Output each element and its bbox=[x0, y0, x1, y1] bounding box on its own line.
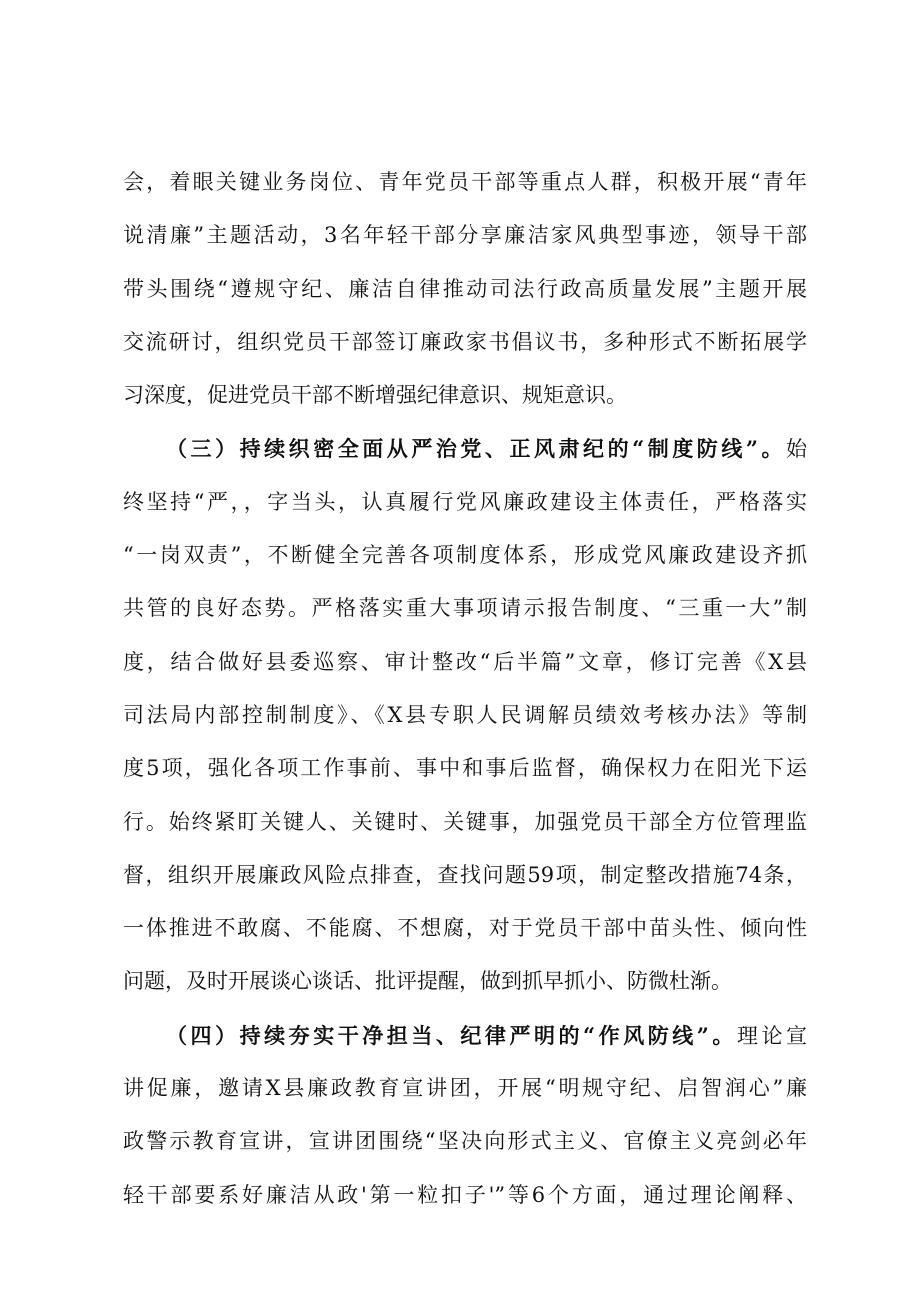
paragraph-line: 司法局内部控制制度》、《X县专职人民调解员绩效考核办法》等制 bbox=[123, 702, 807, 727]
paragraph-text: 始 bbox=[786, 437, 807, 462]
paragraph-line: 带头围绕“遵规守纪、廉洁自律推动司法行政高质量发展”主题开展 bbox=[123, 276, 807, 301]
section-heading-line bbox=[123, 1009, 807, 1062]
paragraph-line: 轻干部要系好廉洁从政'第一粒扣子'”等6个方面，通过理论阐释、 bbox=[123, 1182, 807, 1207]
section-heading-line bbox=[123, 422, 807, 475]
paragraph-line: 一体推进不敢腐、不能腐、不想腐，对于党员干部中苗头性、倾向性 bbox=[123, 916, 807, 941]
section-heading-3: （三）持续织密全面从严治党、正风肃纪的“制度防线”。 bbox=[166, 436, 786, 462]
section-heading-4: （四）持续夯实干净担当、纪律严明的“作风防线”。 bbox=[166, 1022, 737, 1048]
paragraph-line: 度，结合做好县委巡察、审计整改“后半篇”文章，修订完善《X县 bbox=[123, 649, 807, 674]
paragraph-line: 行。始终紧盯关键人、关键时、关键事，加强党员干部全方位管理监 bbox=[123, 809, 807, 834]
paragraph-line: “一岗双责”，不断健全完善各项制度体系，形成党风廉政建设齐抓 bbox=[123, 543, 807, 568]
paragraph-line: 终坚持“严，，字当头，认真履行党风廉政建设主体责任，严格落实 bbox=[123, 489, 807, 514]
paragraph-line: 共管的良好态势。严格落实重大事项请示报告制度、“三重一大”制 bbox=[123, 596, 807, 621]
paragraph-line: 交流研讨，组织党员干部签订廉政家书倡议书，多种形式不断拓展学 bbox=[123, 329, 807, 354]
paragraph-line: 说清廉”主题活动，3名年轻干部分享廉洁家风典型事迹，领导干部 bbox=[123, 223, 807, 248]
paragraph-text: 理论宣 bbox=[736, 1023, 808, 1048]
paragraph-line: 政警示教育宣讲，宣讲团围绕“坚决向形式主义、官僚主义亮剑必年 bbox=[123, 1129, 807, 1154]
paragraph-line: 度5项，强化各项工作事前、事中和事后监督，确保权力在阳光下运 bbox=[123, 756, 807, 781]
paragraph-line: 习深度，促进党员干部不断增强纪律意识、规矩意识。 bbox=[123, 383, 627, 408]
paragraph-line: 问题，及时开展谈心谈话、批评提醒，做到抓早抓小、防微杜渐。 bbox=[123, 969, 732, 994]
paragraph-line: 讲促廉，邀请X县廉政教育宣讲团，开展“明规守纪、启智润心”廉 bbox=[123, 1076, 807, 1101]
paragraph-line: 会，着眼关键业务岗位、青年党员干部等重点人群，积极开展“青年 bbox=[123, 170, 807, 194]
paragraph-line: 督，组织开展廉政风险点排查，查找问题59项，制定整改措施74条， bbox=[123, 862, 807, 887]
document-body bbox=[123, 156, 807, 1222]
